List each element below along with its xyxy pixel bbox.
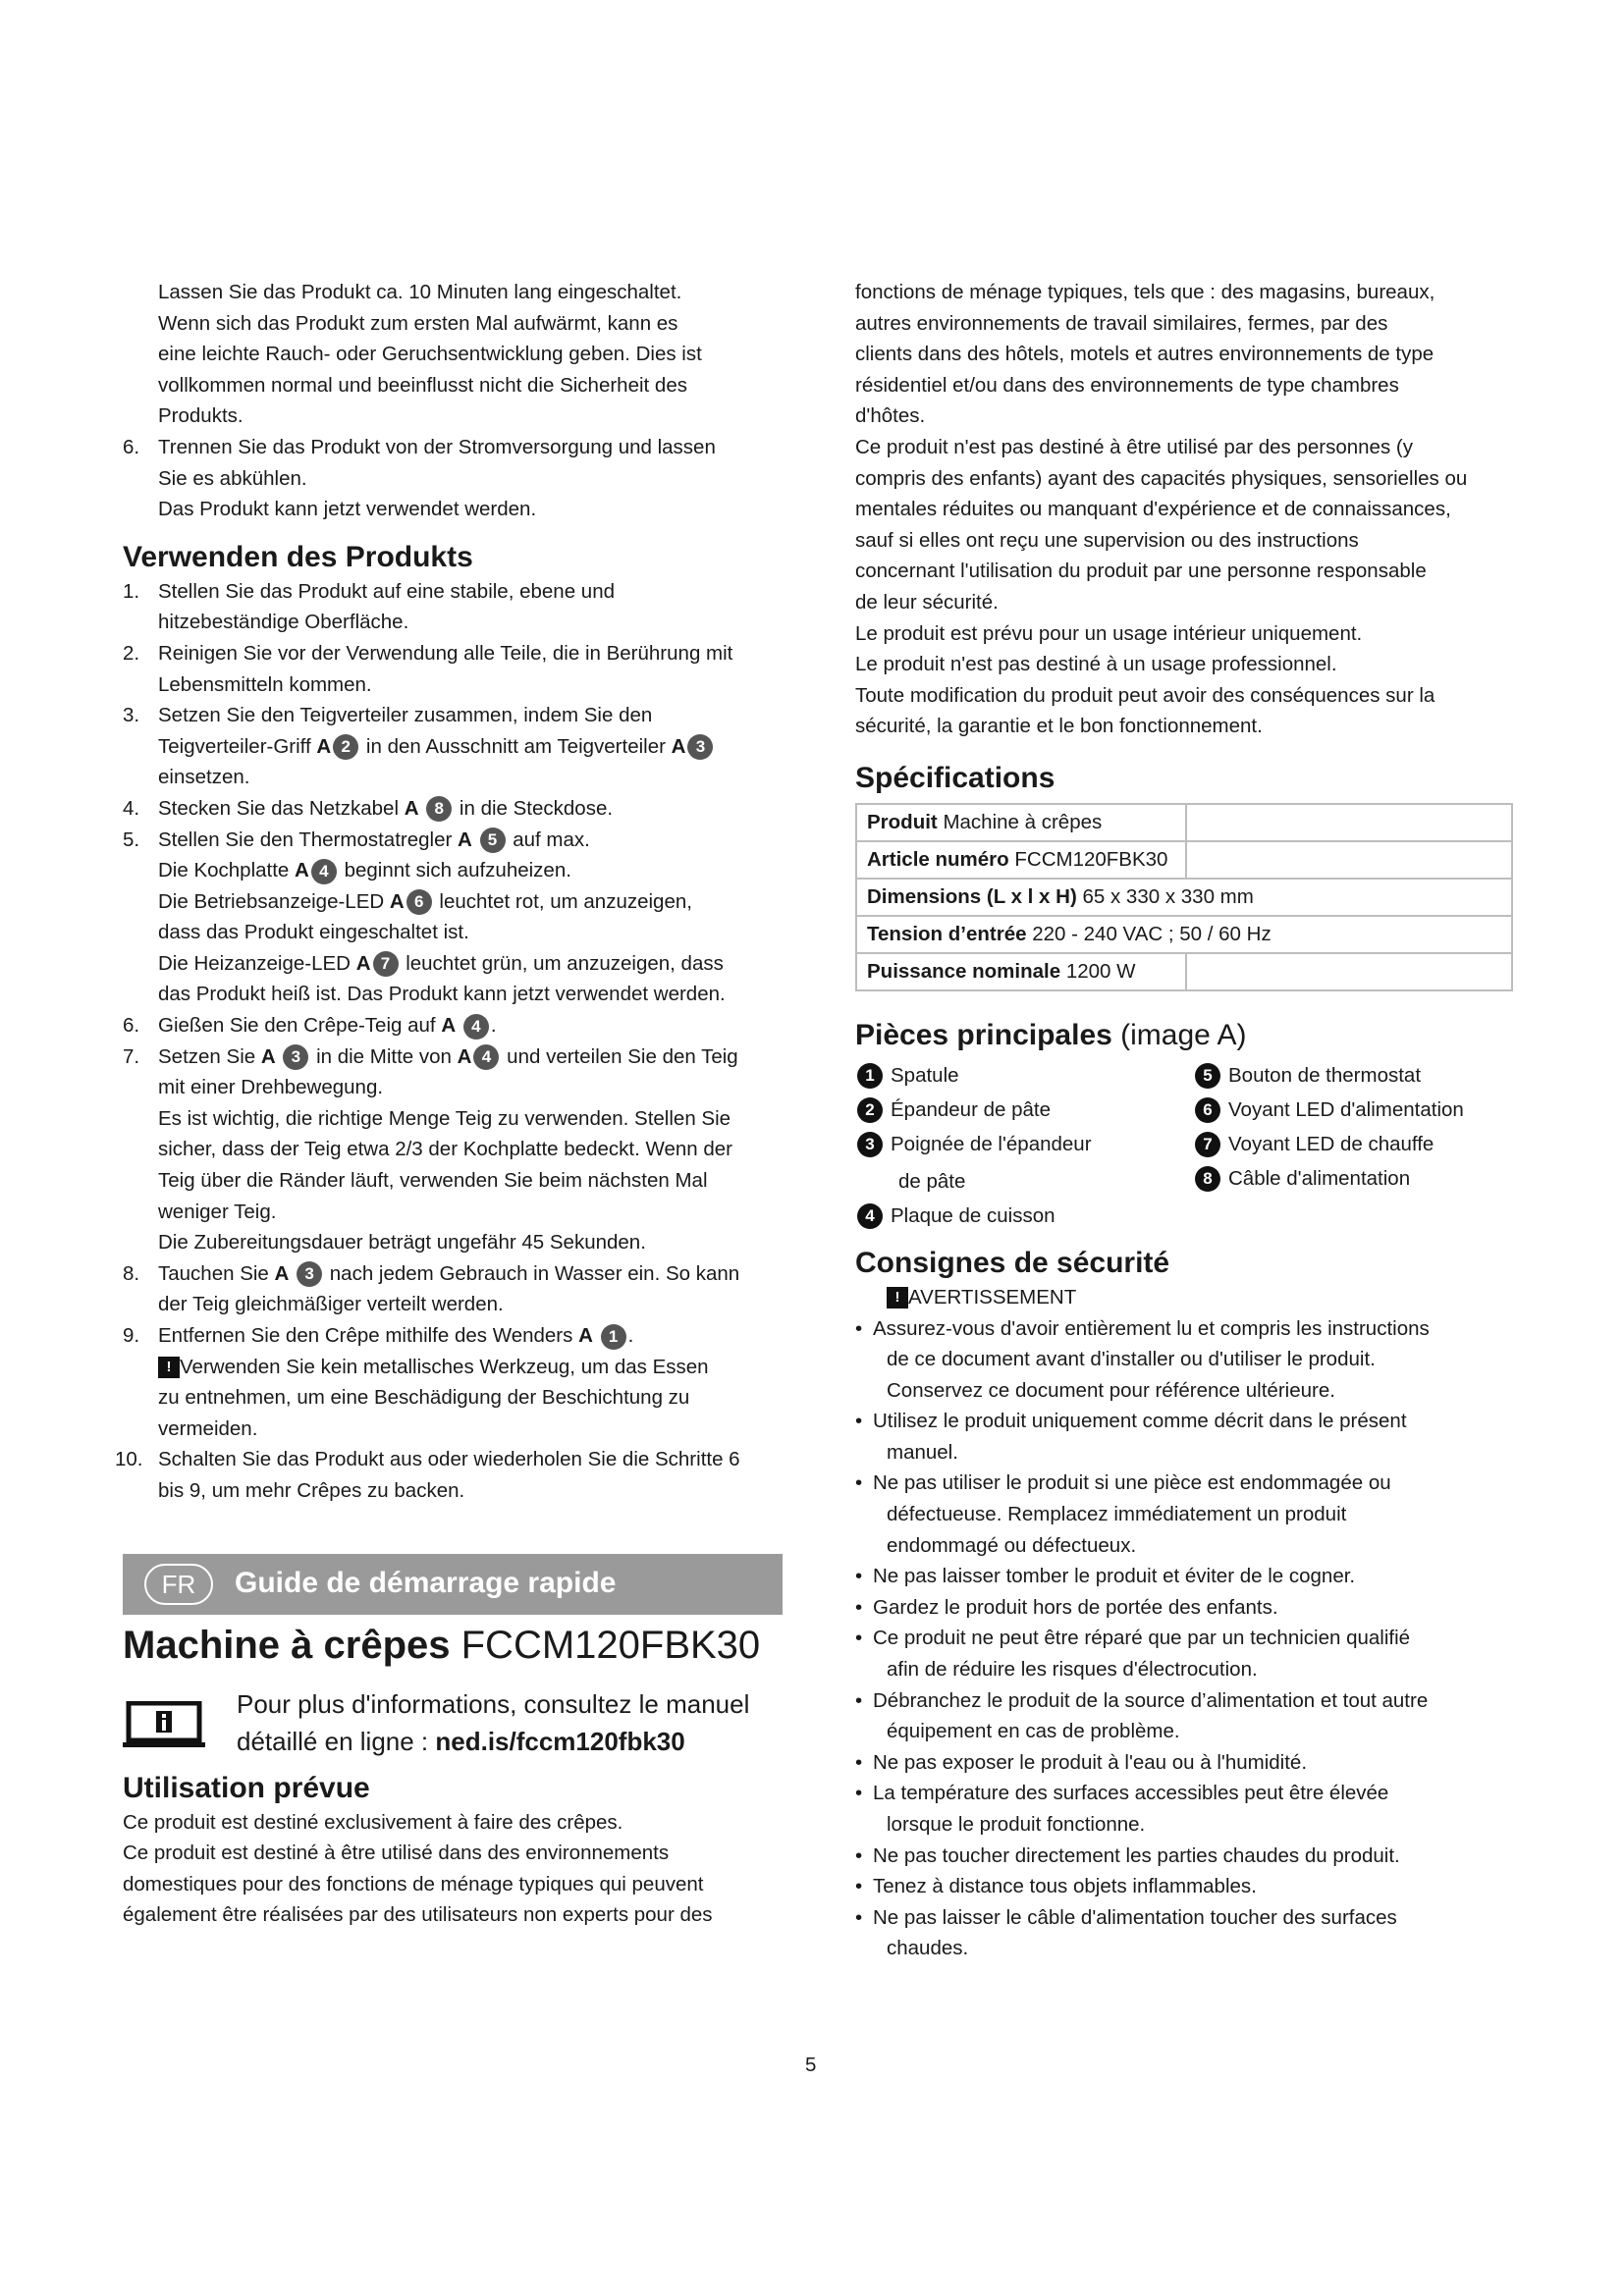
text-line: Die Betriebsanzeige-LED A 6 leuchtet rot, um anzuzeigen,: [158, 886, 783, 918]
list-item: [123, 793, 783, 825]
text-line: clients dans des hôtels, motels et autres environnements de type: [855, 343, 1435, 366]
table-row: Puissance nominale 1200 W: [856, 953, 1512, 990]
spec-table: [855, 803, 1513, 991]
list-item: 7 Voyant LED de chauffe: [1193, 1127, 1434, 1161]
list-item: [123, 700, 783, 793]
list-item: • Ne pas utiliser le produit si une pièce est endommagée ou défectueuse. Remplacez immédiatement un produit endommagé ou défectueux.: [855, 1471, 1391, 1557]
parts-heading: Pièces principales (image A): [855, 1018, 1247, 1051]
text-line: sécurité, la garantie et le bon fonctionnement.: [855, 715, 1263, 738]
text-line: Le produit est prévu pour un usage intérieur uniquement.: [855, 621, 1363, 645]
page-number: 5: [805, 2054, 817, 2076]
callout-badge: 2: [333, 734, 358, 760]
list-item: • Débranchez le produit de la source d’alimentation et tout autre équipement en cas de problème.: [855, 1688, 1429, 1743]
list-item: de pâte: [898, 1169, 966, 1193]
text-line: eine leichte Rauch- oder Geruchsentwicklung geben. Dies ist: [158, 343, 702, 366]
list-item: [123, 1258, 783, 1320]
list-number: 1.: [123, 579, 140, 603]
left-column: [115, 277, 783, 1931]
list-item: [123, 432, 783, 525]
list-item: [123, 1041, 783, 1258]
text-line: einsetzen.: [158, 766, 250, 789]
text-line: Ce produit est destiné exclusivement à faire des crêpes.: [123, 1810, 623, 1834]
list-number: 7.: [123, 1044, 140, 1068]
banner-title: Guide de démarrage rapide: [235, 1566, 617, 1599]
text-line: das Produkt heiß ist. Das Produkt kann jetzt verwendet werden.: [158, 983, 726, 1006]
text-line: vollkommen normal und beeinflusst nicht die Sicherheit des: [158, 373, 687, 397]
text-line: Reinigen Sie vor der Verwendung alle Teile, die in Berührung mit: [158, 641, 733, 665]
text-line: Sie es abkühlen.: [158, 466, 307, 490]
text-line: vermeiden.: [158, 1416, 258, 1440]
list-number: 5.: [123, 828, 140, 851]
table-row: Article numéro FCCM120FBK30: [856, 841, 1512, 879]
text-line: domestiques pour des fonctions de ménage typiques qui peuvent: [123, 1872, 704, 1896]
list-item: • Assurez-vous d'avoir entièrement lu et compris les instructions de ce document avant d'installer ou d'utiliser le produit. Conservez ce document pour référence ultérieure.: [855, 1316, 1430, 1402]
list-item: • Ne pas laisser tomber le produit et éviter de le cogner.: [855, 1565, 1356, 1588]
text-line: der Teig gleichmäßiger verteilt werden.: [158, 1293, 504, 1316]
use-heading: Verwenden des Produkts: [123, 540, 473, 573]
parts-list: [855, 1058, 1515, 1231]
text-line: Stellen Sie den Thermostatregler A 5 auf max.: [158, 825, 783, 856]
online-info: [123, 1682, 783, 1762]
list-item: • Ne pas laisser le câble d'alimentation toucher des surfaces chaudes.: [855, 1905, 1397, 1960]
quick-start-banner: [123, 1554, 783, 1615]
callout-badge: 8: [426, 796, 452, 822]
list-item: [123, 1010, 783, 1041]
text-line: autres environnements de travail similaires, fermes, par des: [855, 311, 1388, 335]
warning-icon: !: [158, 1357, 180, 1378]
product-title: Machine à crêpes FCCM120FBK30: [123, 1623, 761, 1667]
callout-badge: 5: [480, 828, 506, 853]
list-number: 6.: [123, 435, 140, 458]
intended-use-heading: Utilisation prévue: [123, 1771, 370, 1804]
list-item: • Utilisez le produit uniquement comme décrit dans le présent manuel.: [855, 1410, 1407, 1464]
warning-icon: !: [887, 1287, 908, 1308]
text-line: sauf si elles ont reçu une supervision ou des instructions: [855, 528, 1359, 552]
text-line: weniger Teig.: [158, 1200, 277, 1223]
text-line: Teig über die Ränder läuft, verwenden Sie beim nächsten Mal: [158, 1169, 708, 1193]
text-line: Tauchen Sie A 3 nach jedem Gebrauch in Wasser ein. So kann: [158, 1258, 783, 1290]
right-column: [855, 277, 1515, 1964]
text-line: Entfernen Sie den Crêpe mithilfe des Wenders A 1 .: [158, 1320, 783, 1352]
list-number: 9.: [123, 1324, 140, 1347]
text-line: d'hôtes.: [855, 404, 926, 428]
callout-badge: 3: [297, 1261, 322, 1287]
warning-label: ! AVERTISSEMENT: [855, 1282, 1515, 1313]
text-line: ! Verwenden Sie kein metallisches Werkzeug, um das Essen: [158, 1352, 783, 1383]
text-line: Die Kochplatte A 4 beginnt sich aufzuheizen.: [158, 855, 783, 886]
list-number: 10.: [115, 1448, 143, 1471]
list-item: 4 Plaque de cuisson: [855, 1199, 1056, 1233]
list-item: • Ne pas toucher directement les parties chaudes du produit.: [855, 1843, 1400, 1867]
callout-badge: 4: [463, 1014, 489, 1040]
text-line: Stecken Sie das Netzkabel A 8 in die Steckdose.: [158, 793, 783, 825]
text-line: sicher, dass der Teig etwa 2/3 der Kochplatte bedeckt. Wenn der: [158, 1138, 732, 1161]
text-line: Ce produit n'est pas destiné à être utilisé par des personnes (y: [855, 435, 1413, 458]
text-line: de leur sécurité.: [855, 590, 999, 614]
text-line: dass das Produkt eingeschaltet ist.: [158, 921, 469, 944]
list-number: 2.: [123, 641, 140, 665]
list-item: 6 Voyant LED d'alimentation: [1193, 1093, 1464, 1127]
text-line: Produkts.: [158, 404, 244, 428]
text-line: Schalten Sie das Produkt aus oder wiederholen Sie die Schritte 6: [158, 1448, 740, 1471]
list-item: 2 Épandeur de pâte: [855, 1093, 1051, 1127]
text-line: Gießen Sie den Crêpe-Teig auf A 4 .: [158, 1010, 783, 1041]
list-item: 5 Bouton de thermostat: [1193, 1058, 1421, 1093]
text-line: résidentiel et/ou dans des environnements de type chambres: [855, 373, 1399, 397]
callout-badge: 4: [311, 859, 337, 884]
callout-badge: 6: [406, 889, 432, 915]
list-item: • La température des surfaces accessibles peut être élevée lorsque le produit fonctionne.: [855, 1782, 1389, 1836]
text-line: Setzen Sie A 3 in die Mitte von A 4 und verteilen Sie den Teig: [158, 1041, 783, 1073]
list-item: • Ce produit ne peut être réparé que par un technicien qualifié afin de réduire les risques d'électrocution.: [855, 1627, 1411, 1682]
list-item: [123, 825, 783, 1011]
list-item: 1 Spatule: [855, 1058, 959, 1093]
text-line: mentales réduites ou manquant d'expérience et de connaissances,: [855, 498, 1451, 521]
safety-list: [855, 1313, 1515, 1964]
info-text: Pour plus d'informations, consultez le manuel: [237, 1688, 750, 1719]
text-line: Lassen Sie das Produkt ca. 10 Minuten lang eingeschaltet.: [158, 281, 682, 303]
text-line: Es ist wichtig, die richtige Menge Teig zu verwenden. Stellen Sie: [158, 1106, 731, 1130]
text-line: Das Produkt kann jetzt verwendet werden.: [158, 498, 537, 521]
list-item: [123, 576, 783, 638]
text-line: Lebensmitteln kommen.: [158, 672, 372, 696]
callout-badge: 1: [601, 1324, 626, 1350]
text-line: Toute modification du produit peut avoir des conséquences sur la: [855, 683, 1435, 707]
text-line: Wenn sich das Produkt zum ersten Mal aufwärmt, kann es: [158, 311, 678, 335]
text-line: Stellen Sie das Produkt auf eine stabile, ebene und: [158, 579, 615, 603]
text-line: Le produit n'est pas destiné à un usage professionnel.: [855, 653, 1337, 676]
text-line: mit einer Drehbewegung.: [158, 1076, 384, 1099]
text-line: zu entnehmen, um eine Beschädigung der Beschichtung zu: [158, 1386, 690, 1410]
text-line: Trennen Sie das Produkt von der Stromversorgung und lassen: [158, 435, 716, 458]
text-line: Teigverteiler-Griff A 2 in den Ausschnitt am Teigverteiler A 3: [158, 731, 783, 763]
text-line: Ce produit est destiné à être utilisé dans des environnements: [123, 1842, 670, 1865]
intro-paragraph: [123, 277, 783, 432]
list-number: 4.: [123, 796, 140, 820]
text-line: compris des enfants) ayant des capacités physiques, sensorielles ou: [855, 466, 1468, 490]
list-number: 6.: [123, 1014, 140, 1038]
text-line: bis 9, um mehr Crêpes zu backen.: [158, 1478, 465, 1502]
list-item: • Ne pas exposer le produit à l'eau ou à l'humidité.: [855, 1750, 1308, 1774]
list-item: 8 Câble d'alimentation: [1193, 1161, 1410, 1196]
info-text: détaillé en ligne : ned.is/fccm120fbk30: [237, 1726, 685, 1756]
list-item: [123, 1320, 783, 1444]
manual-link[interactable]: ned.is/fccm120fbk30: [435, 1726, 685, 1756]
spec-heading: Spécifications: [855, 761, 1056, 794]
language-badge: FR: [144, 1564, 213, 1605]
table-row: Produit Machine à crêpes: [856, 804, 1512, 841]
safety-heading: Consignes de sécurité: [855, 1246, 1170, 1279]
text-line: Setzen Sie den Teigverteiler zusammen, indem Sie den: [158, 704, 653, 727]
table-row: Tension d’entrée 220 - 240 VAC ; 50 / 60 Hz: [856, 916, 1512, 953]
list-number: 8.: [123, 1261, 140, 1285]
text-line: fonctions de ménage typiques, tels que : des magasins, bureaux,: [855, 281, 1435, 303]
callout-badge: 4: [473, 1044, 499, 1070]
list-item: [115, 1444, 783, 1506]
callout-badge: 3: [687, 734, 713, 760]
text-line: Die Zubereitungsdauer beträgt ungefähr 45 Sekunden.: [158, 1231, 646, 1255]
text-line: Die Heizanzeige-LED A 7 leuchtet grün, um anzuzeigen, dass: [158, 948, 783, 980]
callout-badge: 7: [373, 951, 399, 977]
table-row: Dimensions (L x l x H) 65 x 330 x 330 mm: [856, 879, 1512, 916]
text-line: concernant l'utilisation du produit par une personne responsable: [855, 560, 1427, 583]
list-item: 3 Poignée de l'épandeur: [855, 1127, 1092, 1161]
laptop-info-icon: [123, 1701, 205, 1748]
list-item: • Gardez le produit hors de portée des enfants.: [855, 1595, 1278, 1619]
text-line: hitzebeständige Oberfläche.: [158, 611, 409, 634]
text-line: également être réalisées par des utilisateurs non experts pour des: [123, 1903, 713, 1927]
list-item: • Tenez à distance tous objets inflammables.: [855, 1875, 1257, 1898]
list-number: 3.: [123, 704, 140, 727]
list-item: [123, 638, 783, 700]
callout-badge: 3: [283, 1044, 308, 1070]
